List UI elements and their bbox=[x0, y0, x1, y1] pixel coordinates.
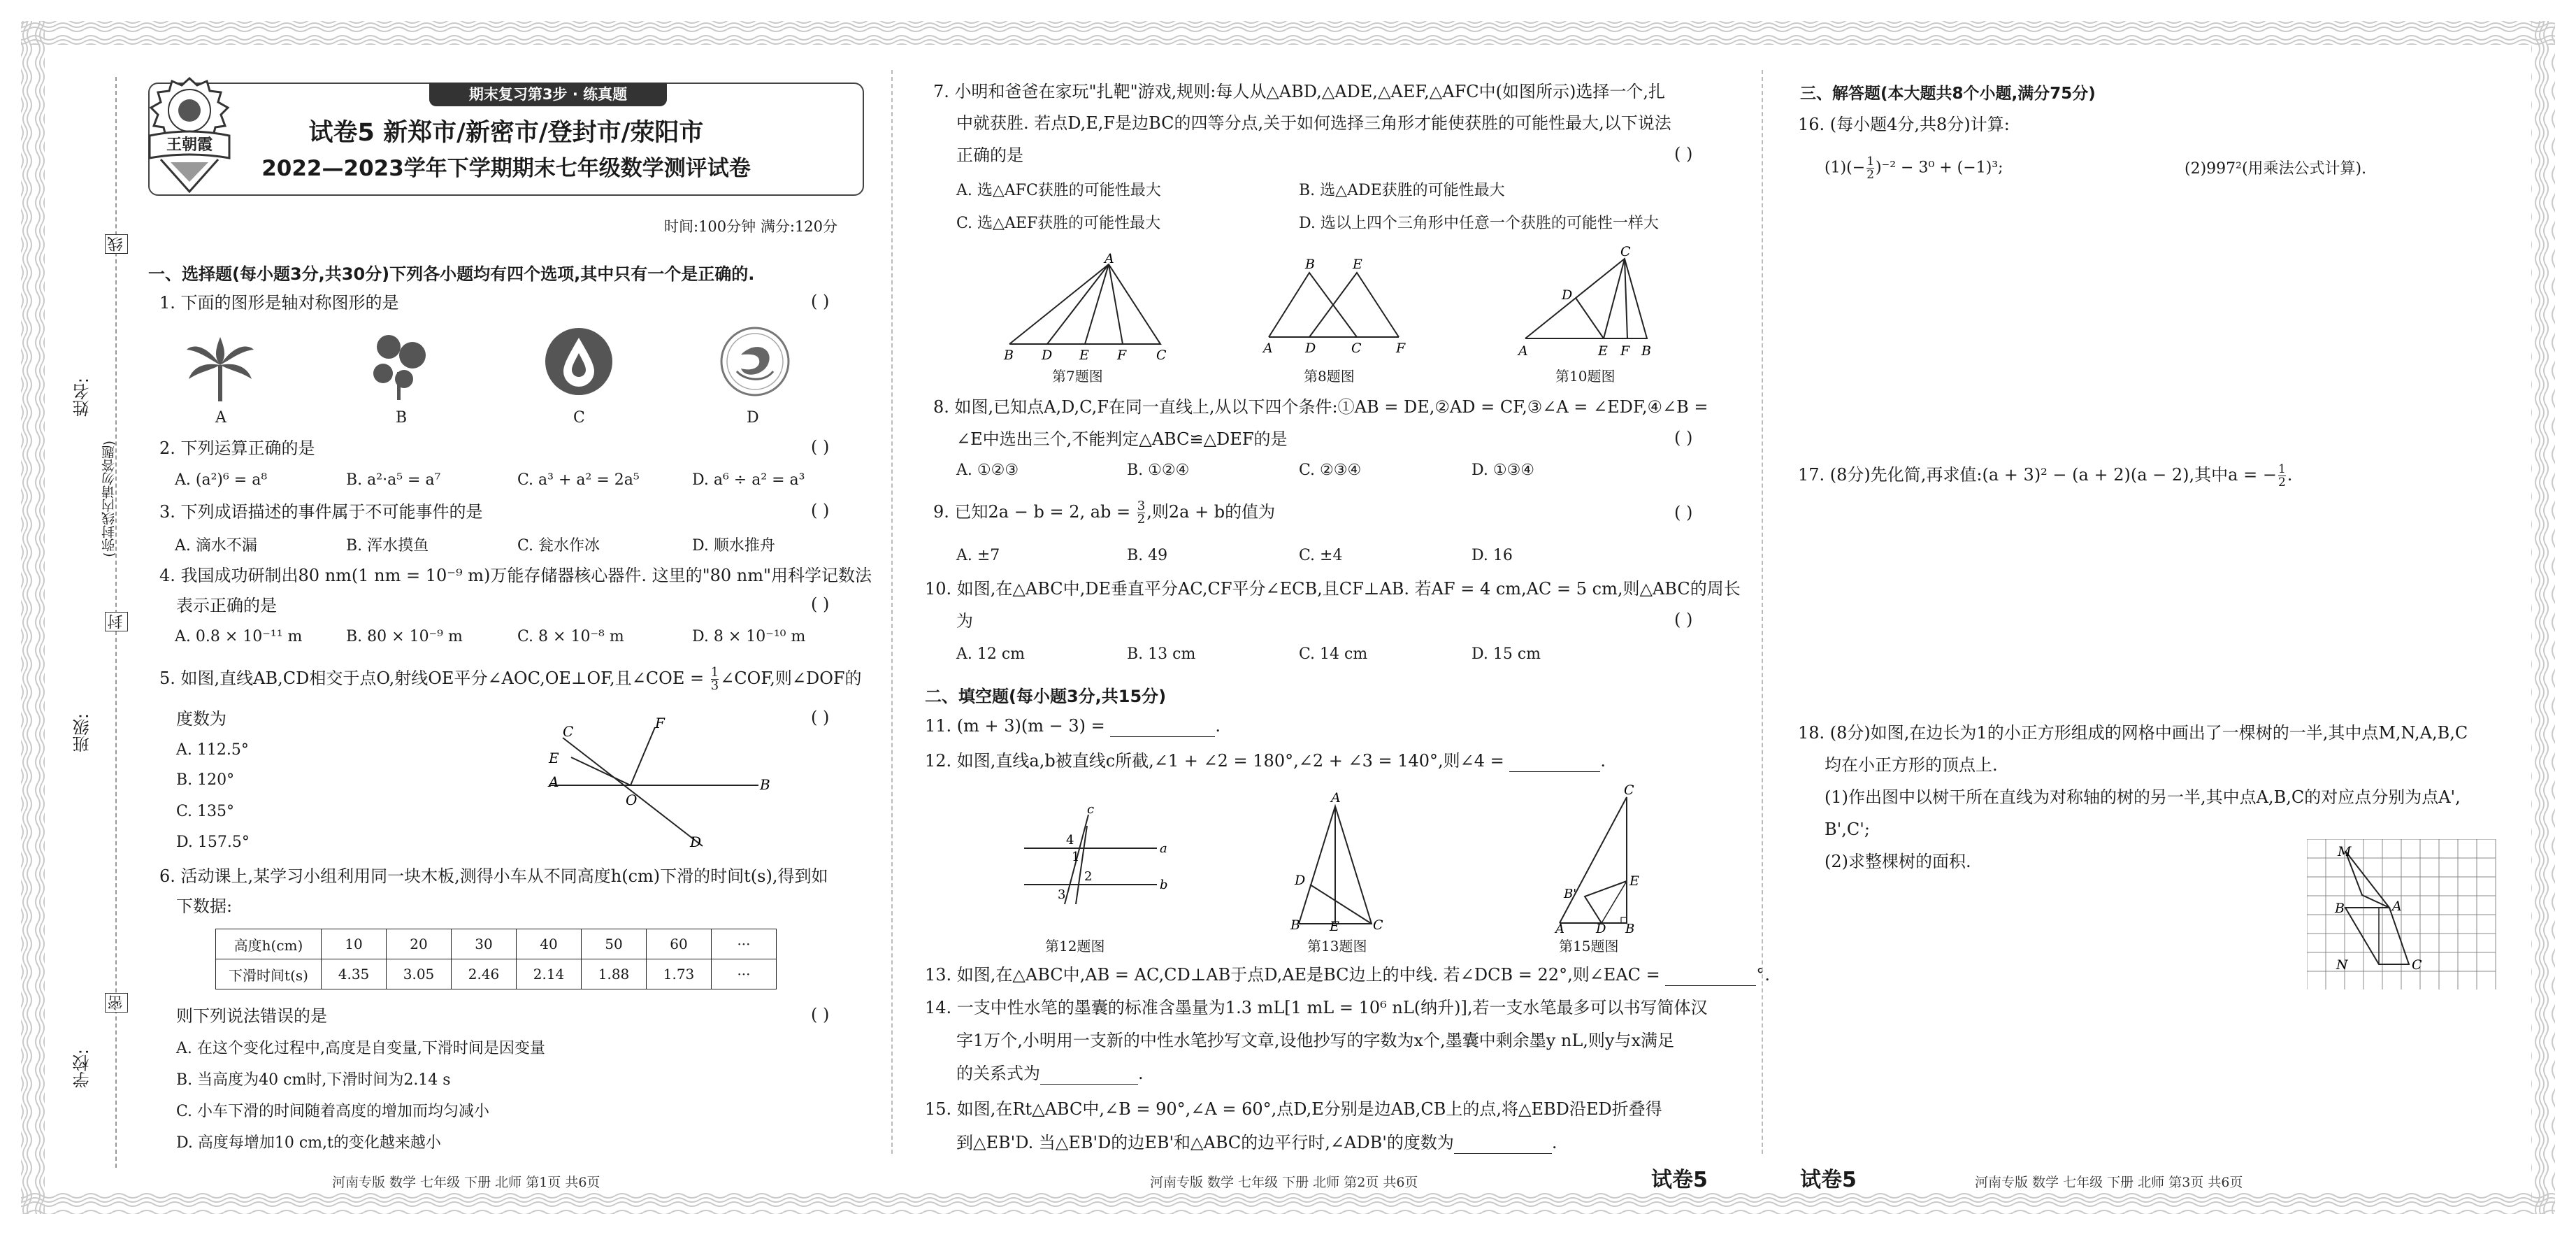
svg-text:E: E bbox=[1353, 257, 1362, 272]
q18-stem-line5: (2)求整棵树的面积. bbox=[1825, 852, 1971, 871]
q2-option-c: C. a³ + a² = 2a⁵ bbox=[517, 471, 640, 489]
q14-stem-line1: 14. 一支中性水笔的墨囊的标准含墨量为1.3 mL[1 mL = 10⁶ nL(纳升)],若一支水笔最多可以书写简体汉 bbox=[925, 998, 1708, 1017]
q10-figure-caption: 第10题图 bbox=[1555, 368, 1616, 385]
q13-figure bbox=[1279, 787, 1391, 934]
school-label: 学校: bbox=[73, 1049, 92, 1089]
q5-figure bbox=[535, 717, 772, 857]
q1-figure-a bbox=[187, 337, 254, 401]
q8-option-d: D. ①③④ bbox=[1472, 462, 1535, 479]
q10-stem-line2: 为 bbox=[956, 611, 973, 631]
svg-text:N: N bbox=[2336, 957, 2348, 973]
q4-stem-line1: 4. 我国成功研制出80 nm(1 nm = 10⁻⁹ m)万能存储器核心器件. 这里的"80 nm"用科学记数法 bbox=[159, 566, 872, 585]
q8-figure-caption: 第8题图 bbox=[1304, 368, 1355, 385]
exam-title: 试卷5 新郑市/新密市/登封市/荥阳市 bbox=[308, 119, 704, 147]
q3-option-c: C. 瓮水作冰 bbox=[517, 537, 600, 555]
column-divider-2 bbox=[1762, 70, 1763, 1154]
q2-option-a: A. (a²)⁶ = a⁸ bbox=[175, 471, 268, 489]
review-step-tab: 期末复习第3步 · 练真题 bbox=[429, 83, 667, 106]
q7-answer-paren: ( ) bbox=[1674, 144, 1693, 164]
time-info: 时间:100分钟 满分:120分 bbox=[664, 218, 837, 235]
q2-option-d: D. a⁶ ÷ a² = a³ bbox=[692, 471, 805, 489]
q6-height-row: 高度h(cm) 10 20 30 40 50 60 ··· bbox=[216, 929, 777, 959]
q1-label-d: D bbox=[747, 409, 759, 427]
q12-answer-blank[interactable] bbox=[1509, 756, 1600, 772]
q8-option-b: B. ①②④ bbox=[1127, 462, 1190, 479]
svg-text:B: B bbox=[1290, 917, 1300, 933]
q1-figure-b bbox=[373, 335, 426, 400]
svg-text:D: D bbox=[1596, 922, 1606, 934]
q1-stem: 1. 下面的图形是轴对称图形的是 bbox=[159, 293, 399, 313]
svg-text:A: A bbox=[549, 773, 559, 790]
q16-part2: (2)997²(用乘法公式计算). bbox=[2185, 160, 2367, 178]
q1-label-a: A bbox=[215, 409, 226, 427]
q7-stem-line2: 中就获胜. 若点D,E,F是边BC的四等分点,关于如何选择三角形才能使获胜的可能性最大,以下说法 bbox=[956, 113, 1671, 133]
svg-text:B: B bbox=[2335, 901, 2345, 916]
svg-text:E: E bbox=[549, 750, 559, 766]
q10-stem-line1: 10. 如图,在△ABC中,DE垂直平分AC,CF平分∠ECB,且CF⊥AB. 若AF = 4 cm,AC = 5 cm,则△ABC的周长 bbox=[925, 579, 1741, 599]
q10-option-b: B. 13 cm bbox=[1127, 645, 1196, 663]
q8-answer-paren: ( ) bbox=[1674, 428, 1693, 448]
q10-figure bbox=[1517, 246, 1664, 362]
svg-text:C: C bbox=[1351, 341, 1362, 356]
svg-text:王朝霞: 王朝霞 bbox=[166, 136, 213, 154]
q9-answer-paren: ( ) bbox=[1674, 503, 1693, 522]
svg-text:3: 3 bbox=[1058, 887, 1066, 902]
q12-figure bbox=[1017, 787, 1171, 909]
svg-text:A: A bbox=[1518, 343, 1528, 359]
q9-option-d: D. 16 bbox=[1472, 547, 1513, 564]
svg-text:E: E bbox=[1079, 348, 1089, 362]
footer-page-1: 河南专版 数学 七年级 下册 北师 第1页 共6页 bbox=[332, 1175, 600, 1190]
q1-figure-d bbox=[721, 328, 789, 395]
svg-text:C: C bbox=[1620, 246, 1631, 259]
q1-label-b: B bbox=[396, 409, 408, 427]
q6-option-b: B. 当高度为40 cm时,下滑时间为2.14 s bbox=[176, 1071, 451, 1089]
q4-option-a: A. 0.8 × 10⁻¹¹ m bbox=[175, 628, 303, 645]
q9-stem: 9. 已知2a − b = 2, ab = $\frac{3}{2}$ ,则2a + b的值为 bbox=[933, 499, 1276, 527]
q8-option-c: C. ②③④ bbox=[1299, 462, 1362, 479]
exam-subtitle: 2022—2023学年下学期期末七年级数学测评试卷 bbox=[261, 156, 751, 181]
q10-answer-paren: ( ) bbox=[1674, 610, 1693, 629]
q15-stem-line2: 到△EB'D. 当△EB'D的边EB'和△ABC的边平行时,∠ADB'的度数为 . bbox=[956, 1133, 1557, 1152]
column-divider-1 bbox=[891, 70, 893, 1154]
q12-figure-caption: 第12题图 bbox=[1045, 938, 1105, 955]
q10-option-c: C. 14 cm bbox=[1299, 645, 1368, 663]
no-answer-warning: (弥封线内请勿答题) bbox=[101, 441, 117, 557]
q8-stem-line1: 8. 如图,已知点A,D,C,F在同一直线上,从以下四个条件:①AB = DE,②AD = CF,③∠A = ∠EDF,④∠B = bbox=[933, 397, 1708, 417]
q14-answer-blank[interactable] bbox=[1040, 1068, 1138, 1085]
q15-figure bbox=[1548, 783, 1653, 934]
q6-option-c: C. 小车下滑的时间随着高度的增加而均匀减小 bbox=[176, 1103, 490, 1120]
seal-mark-2: 封 bbox=[105, 612, 128, 631]
svg-text:A: A bbox=[1104, 253, 1114, 266]
section-2-title: 二、填空题(每小题3分,共15分) bbox=[925, 687, 1167, 706]
q6-stem-line3: 则下列说法错误的是 bbox=[176, 1006, 327, 1026]
svg-text:C: C bbox=[563, 723, 574, 740]
q12-stem: 12. 如图,直线a,b被直线c所截,∠1 + ∠2 = 180°,∠2 + ∠3 = 140°,则∠4 = . bbox=[925, 751, 1606, 771]
section-1-title: 一、选择题(每小题3分,共30分)下列各小题均有四个选项,其中只有一个是正确的. bbox=[148, 264, 755, 284]
q5-stem-line1: 5. 如图,直线AB,CD相交于点O,射线OE平分∠AOC,OE⊥OF,且∠COE = $\frac{1}{3}$ ∠COF,则∠DOF的 bbox=[159, 665, 862, 693]
q7-stem-line1: 7. 小明和爸爸在家玩"扎靶"游戏,规则:每人从△ABD,△ADE,△AEF,△AFC中(如图所示)选择一个,扎 bbox=[933, 82, 1665, 101]
q4-stem-line2: 表示正确的是 bbox=[176, 596, 277, 615]
q18-stem-line4: B',C'; bbox=[1825, 820, 1870, 839]
svg-text:A: A bbox=[1263, 341, 1273, 356]
q8-option-a: A. ①②③ bbox=[956, 462, 1019, 479]
svg-text:F: F bbox=[1396, 341, 1406, 356]
seal-mark-3: 密 bbox=[105, 993, 128, 1013]
svg-text:B: B bbox=[1625, 922, 1635, 934]
svg-text:F: F bbox=[1117, 348, 1127, 362]
svg-text:A: A bbox=[1331, 790, 1341, 806]
q2-stem: 2. 下列运算正确的是 bbox=[159, 438, 315, 458]
q7-stem-line3: 正确的是 bbox=[956, 145, 1023, 165]
section-3-title: 三、解答题(本大题共8个小题,满分75分) bbox=[1800, 85, 2096, 103]
q9-option-c: C. ±4 bbox=[1299, 547, 1343, 564]
svg-text:C: C bbox=[1624, 783, 1634, 798]
svg-text:E: E bbox=[1330, 919, 1339, 934]
q9-option-a: A. ±7 bbox=[956, 547, 1000, 564]
svg-text:1: 1 bbox=[1072, 850, 1080, 864]
q10-option-d: D. 15 cm bbox=[1472, 645, 1541, 663]
q1-label-c: C bbox=[573, 409, 585, 427]
q7-option-d: D. 选以上四个三角形中任意一个获胜的可能性一样大 bbox=[1299, 215, 1659, 232]
q6-stem-line1: 6. 活动课上,某学习小组利用同一块木板,测得小车从不同高度h(cm)下滑的时间t(s),得到如 bbox=[159, 866, 828, 886]
svg-text:c: c bbox=[1087, 802, 1095, 817]
svg-text:E: E bbox=[1598, 343, 1608, 359]
q15-answer-blank[interactable] bbox=[1454, 1138, 1552, 1154]
q1-answer-paren: ( ) bbox=[811, 292, 830, 311]
q7-figure bbox=[1000, 253, 1174, 362]
q3-option-d: D. 顺水推舟 bbox=[692, 537, 775, 555]
q16-part1: (1)(− $\frac{1}{2}$ )⁻² − 3⁰ + (−1)³; bbox=[1825, 155, 2003, 182]
q3-option-a: A. 滴水不漏 bbox=[175, 537, 257, 555]
q16-stem: 16. (每小题4分,共8分)计算: bbox=[1798, 115, 2010, 134]
q18-stem-line1: 18. (8分)如图,在边长为1的小正方形组成的网格中画出了一棵树的一半,其中点M,N,A,B,C bbox=[1798, 723, 2468, 743]
svg-text:D: D bbox=[1305, 341, 1316, 356]
exam-header bbox=[148, 83, 864, 196]
svg-text:E: E bbox=[1629, 873, 1639, 889]
q6-stem-line2: 下数据: bbox=[176, 896, 233, 916]
footer-exam-label-b: 试卷5 bbox=[1800, 1168, 1857, 1192]
q11-answer-blank[interactable] bbox=[1110, 721, 1215, 737]
name-label: 姓名: bbox=[73, 378, 92, 417]
q5-option-c: C. 135° bbox=[176, 803, 235, 820]
q7-option-c: C. 选△AEF获胜的可能性最大 bbox=[956, 215, 1161, 232]
svg-text:2: 2 bbox=[1084, 869, 1093, 884]
svg-text:F: F bbox=[655, 717, 665, 731]
q7-option-a: A. 选△AFC获胜的可能性最大 bbox=[956, 182, 1161, 199]
svg-text:C: C bbox=[2412, 957, 2422, 973]
svg-text:B: B bbox=[1641, 343, 1651, 359]
svg-text:B': B' bbox=[1564, 887, 1577, 901]
q3-stem: 3. 下列成语描述的事件属于不可能事件的是 bbox=[159, 502, 483, 522]
svg-text:C: C bbox=[1373, 917, 1383, 933]
svg-text:b: b bbox=[1160, 878, 1168, 892]
q13-answer-blank[interactable] bbox=[1665, 970, 1756, 986]
q18-grid-figure bbox=[2307, 839, 2499, 989]
q5-answer-paren: ( ) bbox=[811, 708, 830, 727]
svg-text:A: A bbox=[2392, 899, 2402, 914]
q8-stem-line2: ∠E中选出三个,不能判定△ABC≌△DEF的是 bbox=[956, 429, 1288, 449]
svg-text:D: D bbox=[1042, 348, 1053, 362]
q9-option-b: B. 49 bbox=[1127, 547, 1168, 564]
q7-figure-caption: 第7题图 bbox=[1052, 368, 1103, 385]
svg-text:D: D bbox=[1295, 873, 1306, 888]
footer-exam-label-a: 试卷5 bbox=[1651, 1168, 1708, 1192]
svg-text:D: D bbox=[1562, 287, 1573, 303]
class-label: 班级: bbox=[73, 713, 92, 753]
svg-text:B: B bbox=[1004, 348, 1014, 362]
svg-text:4: 4 bbox=[1066, 833, 1074, 848]
footer-page-2: 河南专版 数学 七年级 下册 北师 第2页 共6页 bbox=[1150, 1175, 1418, 1190]
q14-stem-line3: 的关系式为 . bbox=[956, 1064, 1144, 1083]
q5-stem-line2: 度数为 bbox=[176, 709, 226, 729]
q4-option-c: C. 8 × 10⁻⁸ m bbox=[517, 628, 624, 645]
q5-option-d: D. 157.5° bbox=[176, 834, 250, 851]
q18-stem-line2: 均在小正方形的顶点上. bbox=[1825, 755, 1998, 775]
q13-figure-caption: 第13题图 bbox=[1307, 938, 1367, 955]
q7-option-b: B. 选△ADE获胜的可能性最大 bbox=[1299, 182, 1505, 199]
q17-stem: 17. (8分)先化简,再求值:(a + 3)² − (a + 2)(a − 2),其中a = − $\frac{1}{2}$ . bbox=[1798, 462, 2293, 489]
svg-text:M: M bbox=[2338, 844, 2352, 859]
svg-text:A: A bbox=[1555, 922, 1564, 934]
q2-answer-paren: ( ) bbox=[811, 437, 830, 457]
seal-mark-1: 线 bbox=[105, 234, 128, 254]
q6-option-d: D. 高度每增加10 cm,t的变化越来越小 bbox=[176, 1134, 441, 1152]
svg-text:C: C bbox=[1156, 348, 1167, 362]
q3-answer-paren: ( ) bbox=[811, 501, 830, 520]
q14-stem-line2: 字1万个,小明用一支新的中性水笔抄写文章,设他抄写的字数为x个,墨囊中剩余墨y nL,则y与x满足 bbox=[956, 1031, 1674, 1050]
svg-text:F: F bbox=[1620, 343, 1630, 359]
q5-option-a: A. 112.5° bbox=[176, 741, 249, 759]
q15-stem-line1: 15. 如图,在Rt△ABC中,∠B = 90°,∠A = 60°,点D,E分别是边AB,CB上的点,将△EBD沿ED折叠得 bbox=[925, 1099, 1662, 1119]
q13-stem: 13. 如图,在△ABC中,AB = AC,CD⊥AB于点D,AE是BC边上的中线. 若∠DCB = 22°,则∠EAC = °. bbox=[925, 965, 1771, 985]
footer-page-3: 河南专版 数学 七年级 下册 北师 第3页 共6页 bbox=[1975, 1175, 2243, 1190]
q6-time-row: 下滑时间t(s) 4.35 3.05 2.46 2.14 1.88 1.73 ··· bbox=[216, 959, 777, 989]
svg-text:D: D bbox=[690, 834, 702, 850]
q11-stem: 11. (m + 3)(m − 3) = . bbox=[925, 716, 1221, 736]
q8-figure bbox=[1262, 253, 1423, 358]
svg-text:B: B bbox=[760, 776, 770, 793]
q1-figures bbox=[175, 323, 804, 407]
svg-text:a: a bbox=[1160, 841, 1167, 856]
q10-option-a: A. 12 cm bbox=[956, 645, 1026, 663]
q4-answer-paren: ( ) bbox=[811, 594, 830, 614]
q5-option-b: B. 120° bbox=[176, 771, 235, 789]
svg-text:B: B bbox=[1305, 257, 1315, 272]
q3-option-b: B. 浑水摸鱼 bbox=[346, 537, 429, 555]
q1-figure-c bbox=[545, 328, 612, 395]
svg-text:O: O bbox=[626, 792, 638, 808]
q2-option-b: B. a²·a⁵ = a⁷ bbox=[346, 471, 441, 489]
q18-stem-line3: (1)作出图中以树干所在直线为对称轴的树的另一半,其中点A,B,C的对应点分别为点A', bbox=[1825, 787, 2461, 807]
q6-answer-paren: ( ) bbox=[811, 1005, 830, 1024]
q15-figure-caption: 第15题图 bbox=[1559, 938, 1619, 955]
q6-data-table bbox=[215, 929, 777, 989]
q4-option-b: B. 80 × 10⁻⁹ m bbox=[346, 628, 463, 645]
q6-option-a: A. 在这个变化过程中,高度是自变量,下滑时间是因变量 bbox=[176, 1040, 545, 1057]
q4-option-d: D. 8 × 10⁻¹⁰ m bbox=[692, 628, 806, 645]
